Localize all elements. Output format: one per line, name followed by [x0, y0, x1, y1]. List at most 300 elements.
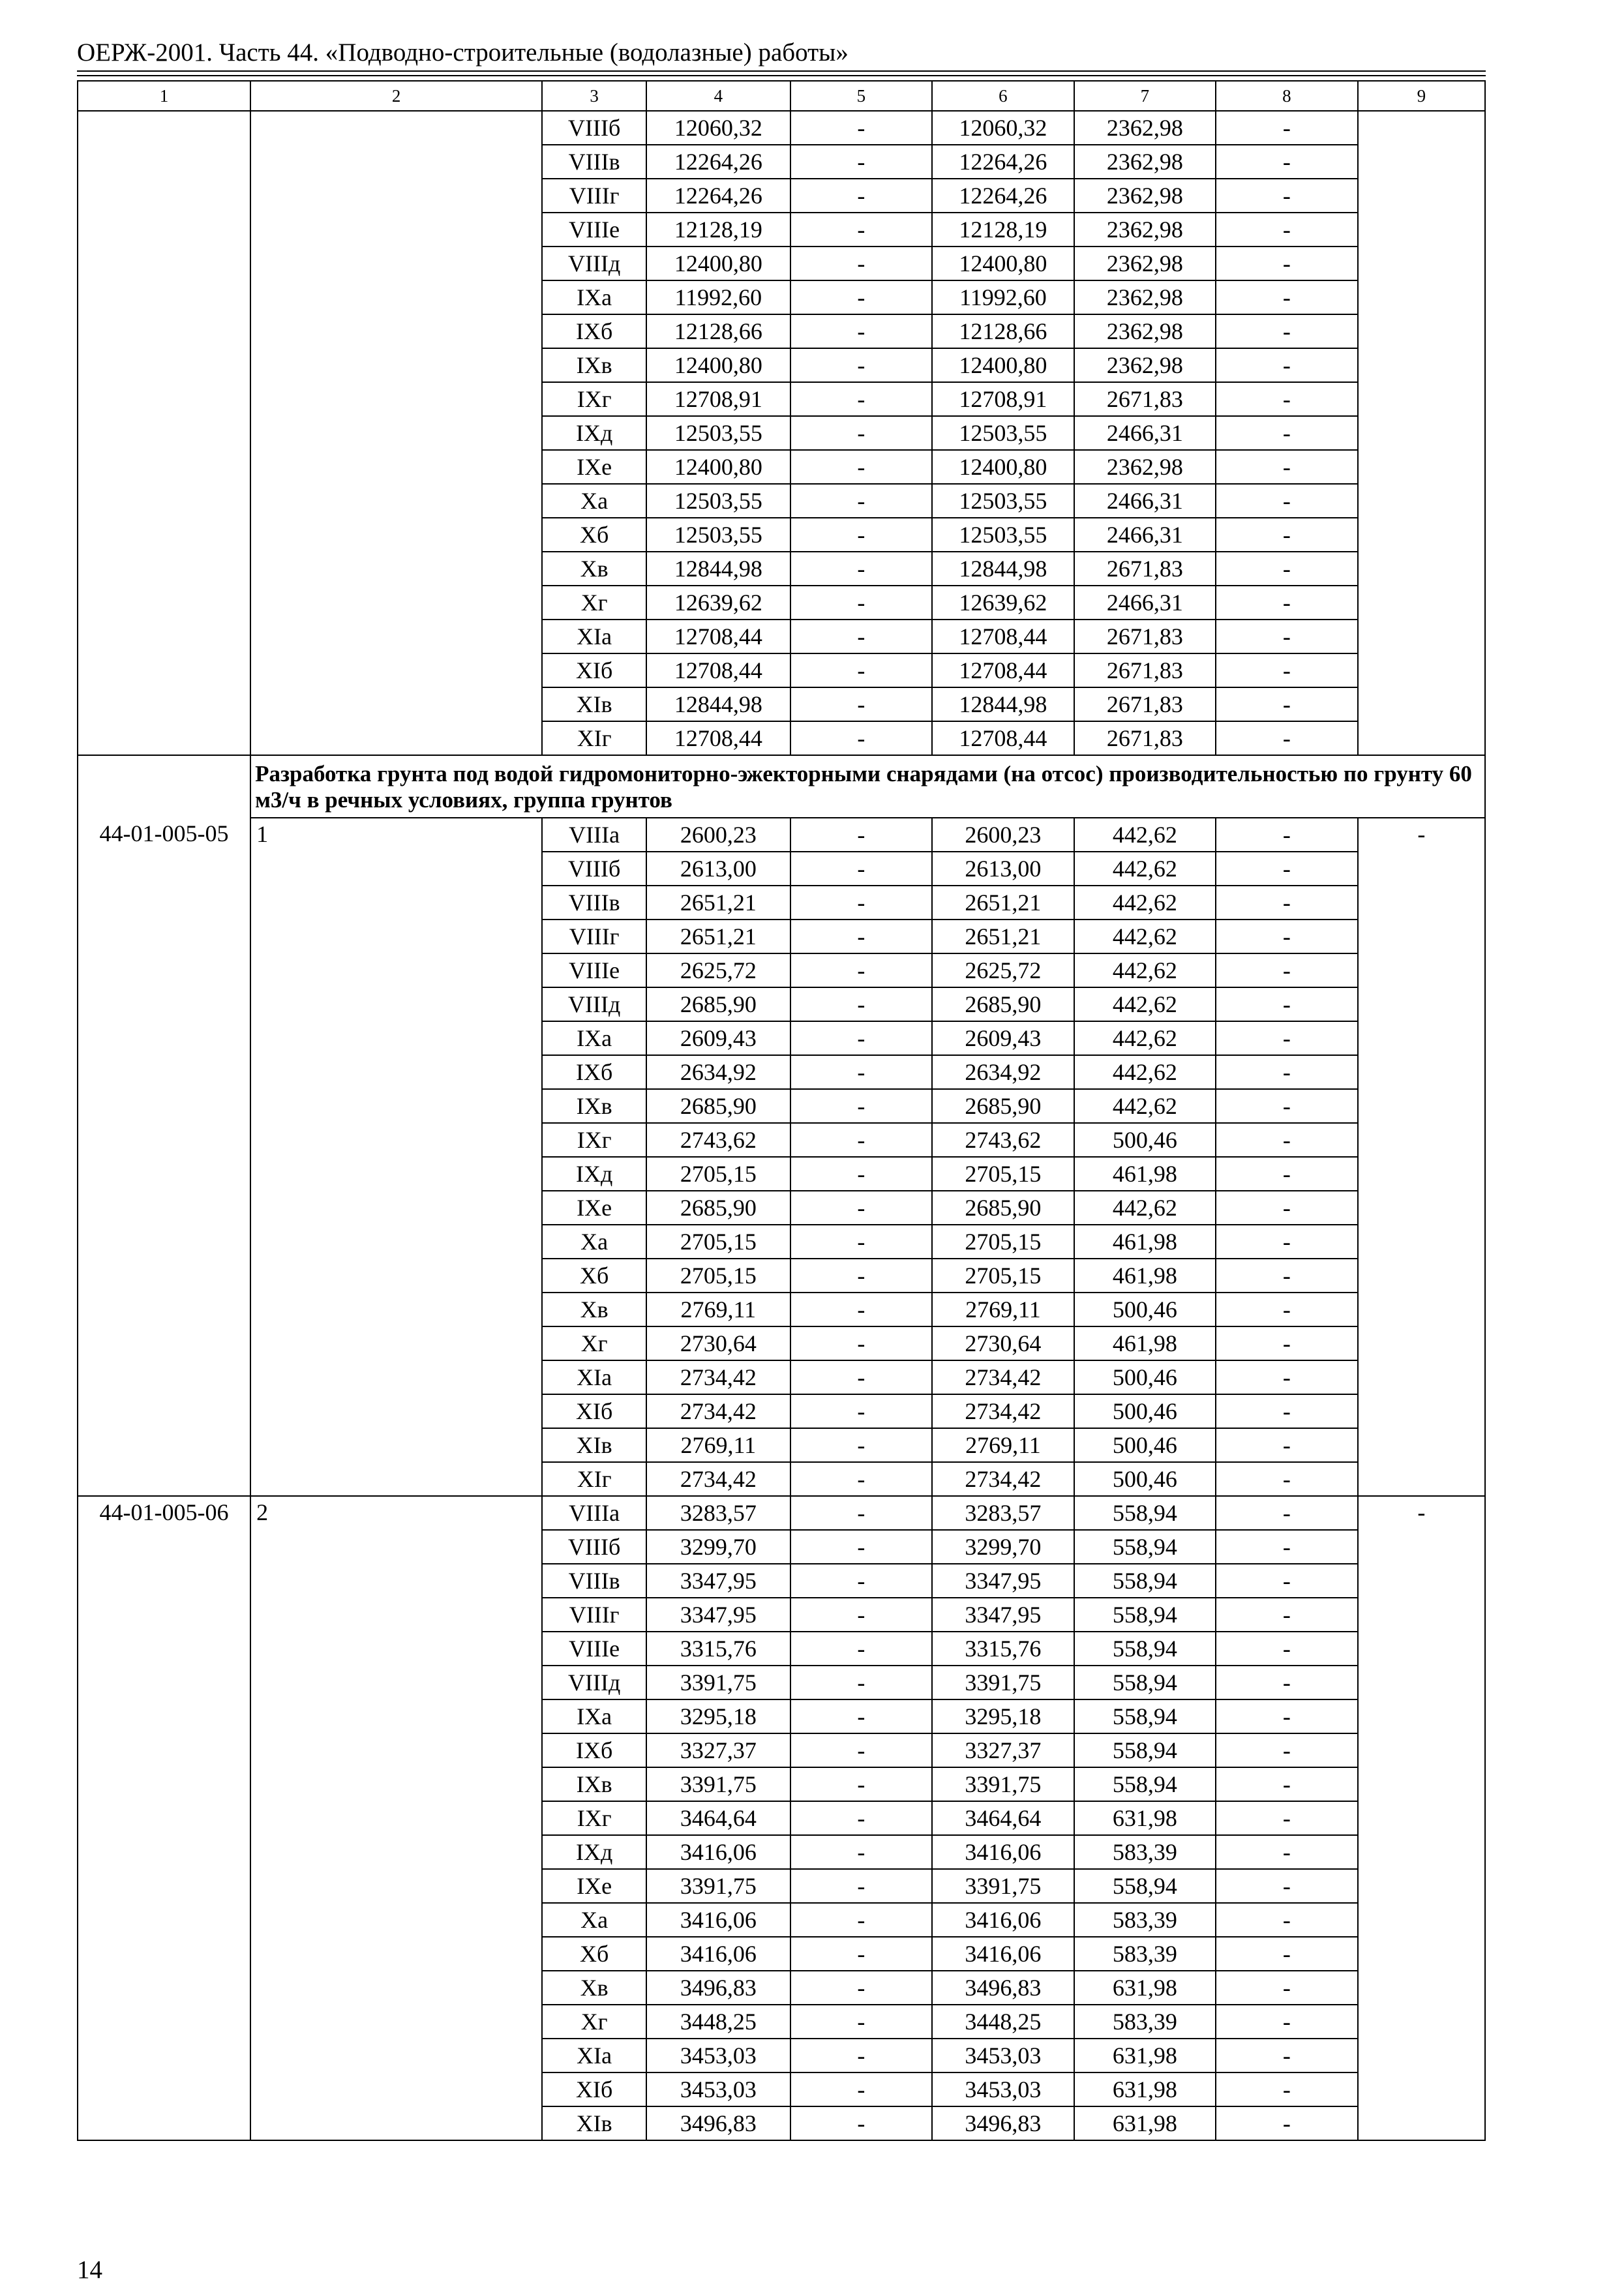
soil-group-cell: VIIIд [542, 1666, 646, 1699]
soil-group-cell: IXг [542, 1801, 646, 1835]
machines-cost-cell: 558,94 [1074, 1869, 1216, 1903]
materials-cost-cell: 2651,21 [932, 920, 1074, 953]
total-cost-cell: 12844,98 [646, 687, 790, 721]
base-cost-cell: - [790, 920, 933, 953]
materials-cost-cell: 3391,75 [932, 1666, 1074, 1699]
total-cost-cell: 2634,92 [646, 1055, 790, 1089]
base-cost-cell: - [790, 1598, 933, 1632]
base-cost-cell: - [790, 1530, 933, 1564]
wages-cost-cell: - [1216, 1496, 1358, 1530]
total-cost-cell: 3299,70 [646, 1530, 790, 1564]
total-cost-cell: 3295,18 [646, 1699, 790, 1733]
total-cost-cell: 3391,75 [646, 1869, 790, 1903]
total-cost-cell: 12400,80 [646, 247, 790, 280]
wages-cost-cell: - [1216, 1360, 1358, 1394]
total-cost-cell: 2651,21 [646, 886, 790, 920]
item-number-cell: 2 [250, 1496, 542, 2140]
soil-group-cell: IXг [542, 382, 646, 416]
base-cost-cell: - [790, 450, 933, 484]
wages-cost-cell: - [1216, 1937, 1358, 1971]
materials-cost-cell: 2600,23 [932, 818, 1074, 852]
materials-cost-cell: 12400,80 [932, 348, 1074, 382]
machines-cost-cell: 442,62 [1074, 953, 1216, 987]
soil-group-cell: VIIIе [542, 213, 646, 247]
materials-cost-cell: 12708,44 [932, 653, 1074, 687]
machines-cost-cell: 500,46 [1074, 1360, 1216, 1394]
base-cost-cell: - [790, 213, 933, 247]
base-cost-cell: - [790, 1326, 933, 1360]
total-cost-cell: 3347,95 [646, 1598, 790, 1632]
materials-cost-cell: 11992,60 [932, 280, 1074, 314]
base-cost-cell: - [790, 416, 933, 450]
wages-cost-cell: - [1216, 1733, 1358, 1767]
soil-group-cell: IXе [542, 450, 646, 484]
soil-group-cell: Xг [542, 586, 646, 620]
wages-cost-cell: - [1216, 1394, 1358, 1428]
wages-cost-cell: - [1216, 1428, 1358, 1462]
wages-cost-cell: - [1216, 280, 1358, 314]
base-cost-cell: - [790, 145, 933, 179]
soil-group-cell: Xв [542, 552, 646, 586]
base-cost-cell: - [790, 247, 933, 280]
machines-cost-cell: 2362,98 [1074, 314, 1216, 348]
soil-group-cell: IXг [542, 1123, 646, 1157]
base-cost-cell: - [790, 586, 933, 620]
table-row [78, 111, 1485, 145]
total-cost-cell: 2685,90 [646, 1089, 790, 1123]
soil-group-cell: IXб [542, 1055, 646, 1089]
machines-cost-cell: 461,98 [1074, 1259, 1216, 1293]
wages-cost-cell: - [1216, 687, 1358, 721]
materials-cost-cell: 2705,15 [932, 1259, 1074, 1293]
soil-group-cell: Xв [542, 1293, 646, 1326]
soil-group-cell: XIа [542, 2039, 646, 2072]
materials-cost-cell: 2613,00 [932, 852, 1074, 886]
materials-cost-cell: 3416,06 [932, 1835, 1074, 1869]
machines-cost-cell: 2362,98 [1074, 450, 1216, 484]
soil-group-cell: IXе [542, 1869, 646, 1903]
wages-cost-cell: - [1216, 586, 1358, 620]
total-cost-cell: 2734,42 [646, 1394, 790, 1428]
machines-cost-cell: 2466,31 [1074, 586, 1216, 620]
total-cost-cell: 2705,15 [646, 1225, 790, 1259]
wages-cost-cell: - [1216, 179, 1358, 213]
total-cost-cell: 2734,42 [646, 1360, 790, 1394]
total-cost-cell: 3391,75 [646, 1666, 790, 1699]
base-cost-cell: - [790, 1089, 933, 1123]
document-header [77, 38, 1486, 76]
column-number-2: 2 [250, 81, 542, 111]
machines-cost-cell: 631,98 [1074, 2039, 1216, 2072]
machines-cost-cell: 461,98 [1074, 1225, 1216, 1259]
page-number: 14 [77, 2256, 102, 2284]
materials-cost-cell: 2743,62 [932, 1123, 1074, 1157]
wages-cost-cell: - [1216, 721, 1358, 755]
wages-cost-cell: - [1216, 620, 1358, 653]
total-cost-cell: 11992,60 [646, 280, 790, 314]
wages-cost-cell: - [1216, 1801, 1358, 1835]
wages-cost-cell: - [1216, 1191, 1358, 1225]
soil-group-cell: VIIIг [542, 179, 646, 213]
other-cost-cell [1358, 111, 1485, 755]
soil-group-cell: XIв [542, 1428, 646, 1462]
machines-cost-cell: 2362,98 [1074, 247, 1216, 280]
materials-cost-cell: 12639,62 [932, 586, 1074, 620]
machines-cost-cell: 442,62 [1074, 886, 1216, 920]
materials-cost-cell: 12128,19 [932, 213, 1074, 247]
total-cost-cell: 12708,44 [646, 721, 790, 755]
soil-group-cell: XIг [542, 1462, 646, 1496]
wages-cost-cell: - [1216, 111, 1358, 145]
soil-group-cell: XIб [542, 2072, 646, 2106]
total-cost-cell: 12128,19 [646, 213, 790, 247]
materials-cost-cell: 2685,90 [932, 987, 1074, 1021]
materials-cost-cell: 2769,11 [932, 1293, 1074, 1326]
machines-cost-cell: 2671,83 [1074, 721, 1216, 755]
materials-cost-cell: 2769,11 [932, 1428, 1074, 1462]
column-number-6: 6 [932, 81, 1074, 111]
base-cost-cell: - [790, 314, 933, 348]
materials-cost-cell: 12503,55 [932, 484, 1074, 518]
materials-cost-cell: 3327,37 [932, 1733, 1074, 1767]
base-cost-cell: - [790, 1632, 933, 1666]
materials-cost-cell: 3416,06 [932, 1903, 1074, 1937]
materials-cost-cell: 12708,91 [932, 382, 1074, 416]
machines-cost-cell: 2362,98 [1074, 348, 1216, 382]
machines-cost-cell: 2362,98 [1074, 111, 1216, 145]
soil-group-cell: XIа [542, 1360, 646, 1394]
soil-group-cell: XIа [542, 620, 646, 653]
column-number-4: 4 [646, 81, 790, 111]
column-number-9: 9 [1358, 81, 1485, 111]
materials-cost-cell: 3496,83 [932, 1971, 1074, 2005]
soil-group-cell: XIв [542, 2106, 646, 2140]
materials-cost-cell: 2651,21 [932, 886, 1074, 920]
materials-cost-cell: 3347,95 [932, 1598, 1074, 1632]
soil-group-cell: IXв [542, 1089, 646, 1123]
base-cost-cell: - [790, 653, 933, 687]
machines-cost-cell: 583,39 [1074, 2005, 1216, 2039]
header-rule-bottom [77, 75, 1486, 76]
soil-group-cell: Xб [542, 1937, 646, 1971]
soil-group-cell: IXб [542, 1733, 646, 1767]
machines-cost-cell: 2466,31 [1074, 518, 1216, 552]
machines-cost-cell: 631,98 [1074, 1801, 1216, 1835]
base-cost-cell: - [790, 1564, 933, 1598]
total-cost-cell: 12128,66 [646, 314, 790, 348]
materials-cost-cell: 12503,55 [932, 518, 1074, 552]
table-row [78, 818, 1485, 852]
wages-cost-cell: - [1216, 2005, 1358, 2039]
total-cost-cell: 2734,42 [646, 1462, 790, 1496]
soil-group-cell: IXд [542, 1157, 646, 1191]
total-cost-cell: 12503,55 [646, 484, 790, 518]
total-cost-cell: 12639,62 [646, 586, 790, 620]
soil-group-cell: Xб [542, 518, 646, 552]
document-title: ОЕРЖ-2001. Часть 44. «Подводно-строительные (водолазные) работы» [77, 38, 849, 67]
total-cost-cell: 3416,06 [646, 1937, 790, 1971]
total-cost-cell: 2769,11 [646, 1293, 790, 1326]
base-cost-cell: - [790, 1699, 933, 1733]
soil-group-cell: IXд [542, 416, 646, 450]
total-cost-cell: 12708,44 [646, 653, 790, 687]
wages-cost-cell: - [1216, 1767, 1358, 1801]
base-cost-cell: - [790, 1462, 933, 1496]
base-cost-cell: - [790, 1801, 933, 1835]
base-cost-cell: - [790, 2072, 933, 2106]
column-number-1: 1 [78, 81, 250, 111]
materials-cost-cell: 3299,70 [932, 1530, 1074, 1564]
total-cost-cell: 2651,21 [646, 920, 790, 953]
total-cost-cell: 3496,83 [646, 2106, 790, 2140]
section-title-row [78, 755, 1485, 818]
rates-table [77, 80, 1486, 2141]
machines-cost-cell: 631,98 [1074, 1971, 1216, 2005]
base-cost-cell: - [790, 280, 933, 314]
header-rule-top [77, 70, 1486, 72]
soil-group-cell: IXд [542, 1835, 646, 1869]
wages-cost-cell: - [1216, 852, 1358, 886]
wages-cost-cell: - [1216, 2039, 1358, 2072]
materials-cost-cell: 12264,26 [932, 179, 1074, 213]
materials-cost-cell: 2705,15 [932, 1157, 1074, 1191]
wages-cost-cell: - [1216, 920, 1358, 953]
total-cost-cell: 2600,23 [646, 818, 790, 852]
materials-cost-cell: 12264,26 [932, 145, 1074, 179]
wages-cost-cell: - [1216, 1564, 1358, 1598]
wages-cost-cell: - [1216, 1632, 1358, 1666]
machines-cost-cell: 442,62 [1074, 987, 1216, 1021]
machines-cost-cell: 461,98 [1074, 1326, 1216, 1360]
wages-cost-cell: - [1216, 1157, 1358, 1191]
wages-cost-cell: - [1216, 1123, 1358, 1157]
wages-cost-cell: - [1216, 145, 1358, 179]
materials-cost-cell: 3453,03 [932, 2072, 1074, 2106]
materials-cost-cell: 2734,42 [932, 1462, 1074, 1496]
soil-group-cell: XIб [542, 653, 646, 687]
soil-group-cell: Xа [542, 1225, 646, 1259]
wages-cost-cell: - [1216, 1259, 1358, 1293]
machines-cost-cell: 2362,98 [1074, 179, 1216, 213]
machines-cost-cell: 2671,83 [1074, 382, 1216, 416]
materials-cost-cell: 12060,32 [932, 111, 1074, 145]
soil-group-cell: VIIIб [542, 111, 646, 145]
soil-group-cell: VIIIб [542, 1530, 646, 1564]
base-cost-cell: - [790, 1293, 933, 1326]
total-cost-cell: 2743,62 [646, 1123, 790, 1157]
machines-cost-cell: 2466,31 [1074, 484, 1216, 518]
materials-cost-cell: 2609,43 [932, 1021, 1074, 1055]
materials-cost-cell: 3416,06 [932, 1937, 1074, 1971]
column-number-7: 7 [1074, 81, 1216, 111]
wages-cost-cell: - [1216, 1598, 1358, 1632]
base-cost-cell: - [790, 818, 933, 852]
total-cost-cell: 2613,00 [646, 852, 790, 886]
machines-cost-cell: 631,98 [1074, 2072, 1216, 2106]
base-cost-cell: - [790, 620, 933, 653]
total-cost-cell: 12708,44 [646, 620, 790, 653]
wages-cost-cell: - [1216, 1869, 1358, 1903]
code-cell: 44-01-005-05 [78, 818, 250, 1496]
total-cost-cell: 12264,26 [646, 145, 790, 179]
machines-cost-cell: 500,46 [1074, 1293, 1216, 1326]
base-cost-cell: - [790, 1394, 933, 1428]
materials-cost-cell: 2685,90 [932, 1191, 1074, 1225]
total-cost-cell: 3464,64 [646, 1801, 790, 1835]
base-cost-cell: - [790, 348, 933, 382]
base-cost-cell: - [790, 552, 933, 586]
soil-group-cell: IXа [542, 280, 646, 314]
wages-cost-cell: - [1216, 1293, 1358, 1326]
base-cost-cell: - [790, 1971, 933, 2005]
soil-group-cell: VIIIб [542, 852, 646, 886]
soil-group-cell: Xг [542, 1326, 646, 1360]
machines-cost-cell: 558,94 [1074, 1767, 1216, 1801]
base-cost-cell: - [790, 1666, 933, 1699]
wages-cost-cell: - [1216, 653, 1358, 687]
base-cost-cell: - [790, 1360, 933, 1394]
total-cost-cell: 3315,76 [646, 1632, 790, 1666]
work-name-cell [250, 111, 542, 755]
machines-cost-cell: 583,39 [1074, 1835, 1216, 1869]
section-title-left-cell [78, 755, 250, 818]
machines-cost-cell: 500,46 [1074, 1123, 1216, 1157]
total-cost-cell: 2769,11 [646, 1428, 790, 1462]
soil-group-cell: XIг [542, 721, 646, 755]
column-number-5: 5 [790, 81, 933, 111]
soil-group-cell: IXа [542, 1021, 646, 1055]
base-cost-cell: - [790, 1259, 933, 1293]
soil-group-cell: VIIIд [542, 987, 646, 1021]
materials-cost-cell: 12400,80 [932, 247, 1074, 280]
base-cost-cell: - [790, 1055, 933, 1089]
materials-cost-cell: 2705,15 [932, 1225, 1074, 1259]
materials-cost-cell: 12844,98 [932, 552, 1074, 586]
soil-group-cell: Xа [542, 484, 646, 518]
machines-cost-cell: 2671,83 [1074, 687, 1216, 721]
base-cost-cell: - [790, 721, 933, 755]
wages-cost-cell: - [1216, 2072, 1358, 2106]
total-cost-cell: 12503,55 [646, 416, 790, 450]
column-number-8: 8 [1216, 81, 1358, 111]
column-number-row [78, 81, 1485, 111]
base-cost-cell: - [790, 1021, 933, 1055]
soil-group-cell: VIIIд [542, 247, 646, 280]
soil-group-cell: XIв [542, 687, 646, 721]
wages-cost-cell: - [1216, 213, 1358, 247]
machines-cost-cell: 500,46 [1074, 1428, 1216, 1462]
materials-cost-cell: 12708,44 [932, 620, 1074, 653]
soil-group-cell: IXа [542, 1699, 646, 1733]
wages-cost-cell: - [1216, 987, 1358, 1021]
base-cost-cell: - [790, 1869, 933, 1903]
machines-cost-cell: 2362,98 [1074, 145, 1216, 179]
soil-group-cell: Xб [542, 1259, 646, 1293]
base-cost-cell: - [790, 852, 933, 886]
machines-cost-cell: 558,94 [1074, 1530, 1216, 1564]
total-cost-cell: 2685,90 [646, 987, 790, 1021]
base-cost-cell: - [790, 1767, 933, 1801]
machines-cost-cell: 558,94 [1074, 1598, 1216, 1632]
machines-cost-cell: 558,94 [1074, 1564, 1216, 1598]
total-cost-cell: 12844,98 [646, 552, 790, 586]
machines-cost-cell: 442,62 [1074, 1021, 1216, 1055]
machines-cost-cell: 2466,31 [1074, 416, 1216, 450]
total-cost-cell: 2625,72 [646, 953, 790, 987]
wages-cost-cell: - [1216, 1225, 1358, 1259]
base-cost-cell: - [790, 1733, 933, 1767]
total-cost-cell: 2609,43 [646, 1021, 790, 1055]
materials-cost-cell: 3315,76 [932, 1632, 1074, 1666]
soil-group-cell: IXв [542, 348, 646, 382]
base-cost-cell: - [790, 111, 933, 145]
materials-cost-cell: 2730,64 [932, 1326, 1074, 1360]
machines-cost-cell: 2671,83 [1074, 552, 1216, 586]
soil-group-cell: XIб [542, 1394, 646, 1428]
base-cost-cell: - [790, 1937, 933, 1971]
base-cost-cell: - [790, 382, 933, 416]
total-cost-cell: 3416,06 [646, 1835, 790, 1869]
base-cost-cell: - [790, 1903, 933, 1937]
materials-cost-cell: 3283,57 [932, 1496, 1074, 1530]
materials-cost-cell: 2734,42 [932, 1360, 1074, 1394]
machines-cost-cell: 583,39 [1074, 1903, 1216, 1937]
other-cost-cell: - [1358, 818, 1485, 1496]
base-cost-cell: - [790, 1123, 933, 1157]
wages-cost-cell: - [1216, 450, 1358, 484]
machines-cost-cell: 558,94 [1074, 1733, 1216, 1767]
total-cost-cell: 12400,80 [646, 348, 790, 382]
base-cost-cell: - [790, 179, 933, 213]
table-row [78, 1496, 1485, 1530]
materials-cost-cell: 3347,95 [932, 1564, 1074, 1598]
machines-cost-cell: 583,39 [1074, 1937, 1216, 1971]
materials-cost-cell: 3453,03 [932, 2039, 1074, 2072]
wages-cost-cell: - [1216, 1530, 1358, 1564]
machines-cost-cell: 461,98 [1074, 1157, 1216, 1191]
wages-cost-cell: - [1216, 382, 1358, 416]
wages-cost-cell: - [1216, 518, 1358, 552]
base-cost-cell: - [790, 687, 933, 721]
machines-cost-cell: 2362,98 [1074, 280, 1216, 314]
wages-cost-cell: - [1216, 1021, 1358, 1055]
wages-cost-cell: - [1216, 552, 1358, 586]
base-cost-cell: - [790, 1157, 933, 1191]
machines-cost-cell: 2362,98 [1074, 213, 1216, 247]
total-cost-cell: 12708,91 [646, 382, 790, 416]
wages-cost-cell: - [1216, 1903, 1358, 1937]
materials-cost-cell: 3391,75 [932, 1869, 1074, 1903]
materials-cost-cell: 3448,25 [932, 2005, 1074, 2039]
soil-group-cell: Xг [542, 2005, 646, 2039]
total-cost-cell: 3327,37 [646, 1733, 790, 1767]
code-cell: 44-01-005-06 [78, 1496, 250, 2140]
materials-cost-cell: 2685,90 [932, 1089, 1074, 1123]
column-number-3: 3 [542, 81, 646, 111]
wages-cost-cell: - [1216, 886, 1358, 920]
total-cost-cell: 3453,03 [646, 2039, 790, 2072]
base-cost-cell: - [790, 1428, 933, 1462]
wages-cost-cell: - [1216, 1326, 1358, 1360]
materials-cost-cell: 12844,98 [932, 687, 1074, 721]
soil-group-cell: Xв [542, 1971, 646, 2005]
total-cost-cell: 12400,80 [646, 450, 790, 484]
soil-group-cell: VIIIа [542, 1496, 646, 1530]
wages-cost-cell: - [1216, 1462, 1358, 1496]
machines-cost-cell: 558,94 [1074, 1699, 1216, 1733]
wages-cost-cell: - [1216, 484, 1358, 518]
materials-cost-cell: 2625,72 [932, 953, 1074, 987]
